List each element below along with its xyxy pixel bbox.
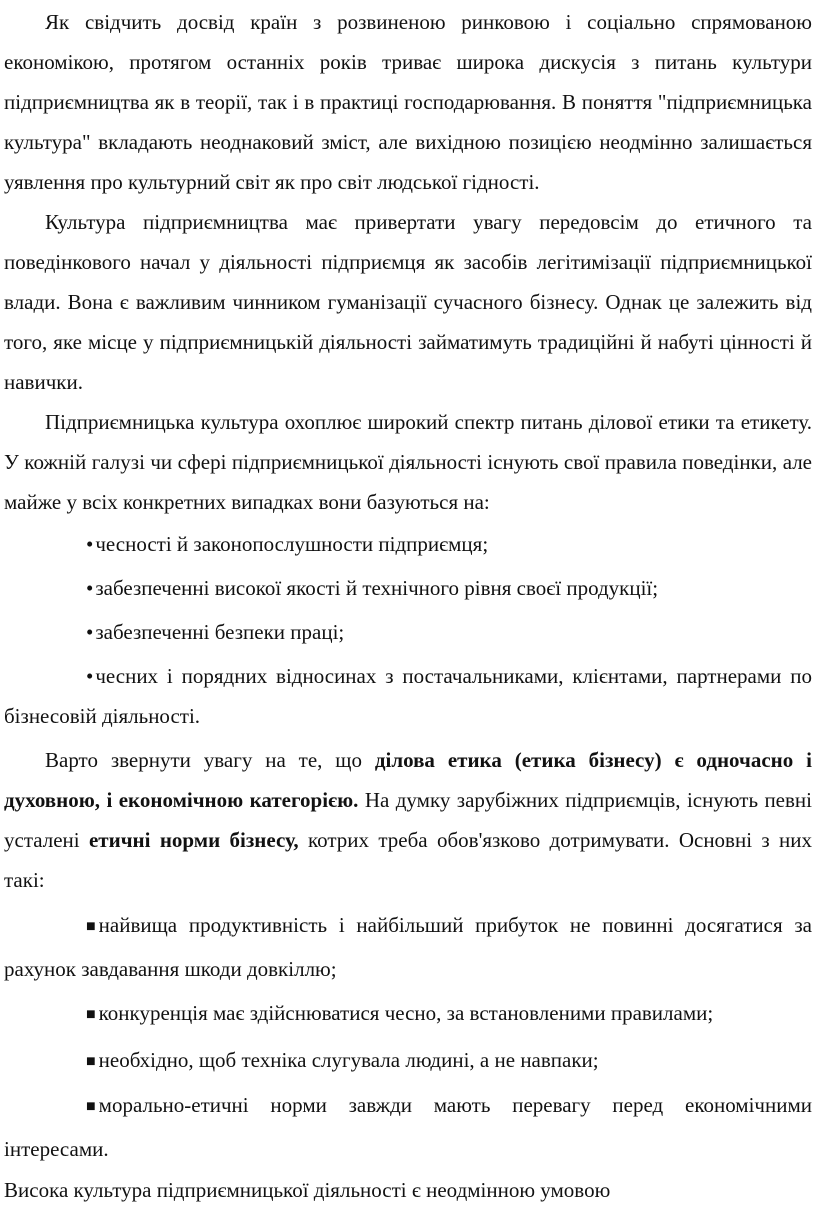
list-item-text: необхідно, щоб техніка слугувала людині, а не навпаки; — [98, 1048, 599, 1072]
paragraph-4-end: котрих треба обов'язково дотримувати. Основні з них такі: — [4, 828, 812, 892]
square-bullet-icon: ■ — [86, 1006, 96, 1023]
bullet-list — [4, 522, 812, 736]
ethics-definition: ділова етика (етика бізнесу) є одночасно і духовною, і економічною категорією. — [4, 748, 812, 812]
final-line: Висока культура підприємницької діяльності є неодмінною умовою — [4, 1178, 611, 1202]
list-item — [4, 1038, 812, 1084]
list-item-text: забезпеченні безпеки праці; — [95, 620, 345, 644]
paragraph-4-mid: На думку зарубіжних підприємців, існують певні усталені — [4, 788, 812, 852]
list-item-text: конкуренція має здійснюватися чесно, за встановленими правилами; — [98, 1001, 714, 1025]
square-bullet-icon: ■ — [86, 1098, 96, 1115]
list-item — [4, 990, 812, 1038]
square-bullet-icon: ■ — [86, 918, 96, 935]
list-item — [4, 1084, 812, 1170]
norms-list — [4, 904, 812, 1170]
list-item — [4, 610, 812, 654]
list-item — [4, 522, 812, 566]
list-item-text: чесності й законопослушности підприємця; — [95, 532, 489, 556]
list-item — [4, 904, 812, 990]
bullet-icon: • — [86, 576, 94, 600]
square-bullet-icon: ■ — [86, 1053, 96, 1070]
paragraph-3: Підприємницька культура охоплює широкий спектр питань ділової етики та етикету. У кожній галузі чи сфері підприємницької діяльності існують свої правила поведінки, але майже у всіх конкретних випадках вони базуються на: — [4, 410, 812, 514]
list-item-text: найвища продуктивність і найбільший прибуток не повинні досягатися за рахунок завдавання шкоди довкіллю; — [4, 913, 812, 981]
paragraph-1: Як свідчить досвід країн з розвиненою ринковою і соціально спрямованою економікою, протягом останніх років триває широка дискусія з питань культури підприємництва як в теорії, так і в практиці господарювання. В поняття "підприємницька культура" вкладають неоднаковий зміст, але вихідною позицією неодмінно залишається уявлення про культурний світ як про світ людської гідності. — [4, 10, 812, 194]
bullet-icon: • — [86, 664, 94, 688]
paragraph-4-start: Варто звернути увагу на те, що — [45, 748, 375, 772]
paragraph-4 — [4, 740, 812, 900]
list-item — [4, 656, 812, 736]
bullet-icon: • — [86, 532, 94, 556]
list-item — [4, 566, 812, 610]
bullet-icon: • — [86, 620, 94, 644]
list-item-text: морально-етичні норми завжди мають перевагу перед економічними інтересами. — [4, 1093, 812, 1161]
list-item-text: забезпеченні високої якості й технічного рівня своєї продукції; — [95, 576, 659, 600]
ethics-norms-term: етичні норми бізнесу, — [88, 828, 299, 852]
list-item-text: чесних і порядних відносинах з постачальниками, клієнтами, партнерами по бізнесовій діяльності. — [4, 664, 812, 728]
paragraph-2: Культура підприємництва має привертати увагу передовсім до етичного та поведінкового начал у діяльності підприємця як засобів легітимізації підприємницької влади. Вона є важливим чинником гуманізації сучасного бізнесу. Однак це залежить від того, яке місце у підприємницькій діяльності займатимуть традиційні й набуті цінності й навички. — [4, 210, 812, 394]
